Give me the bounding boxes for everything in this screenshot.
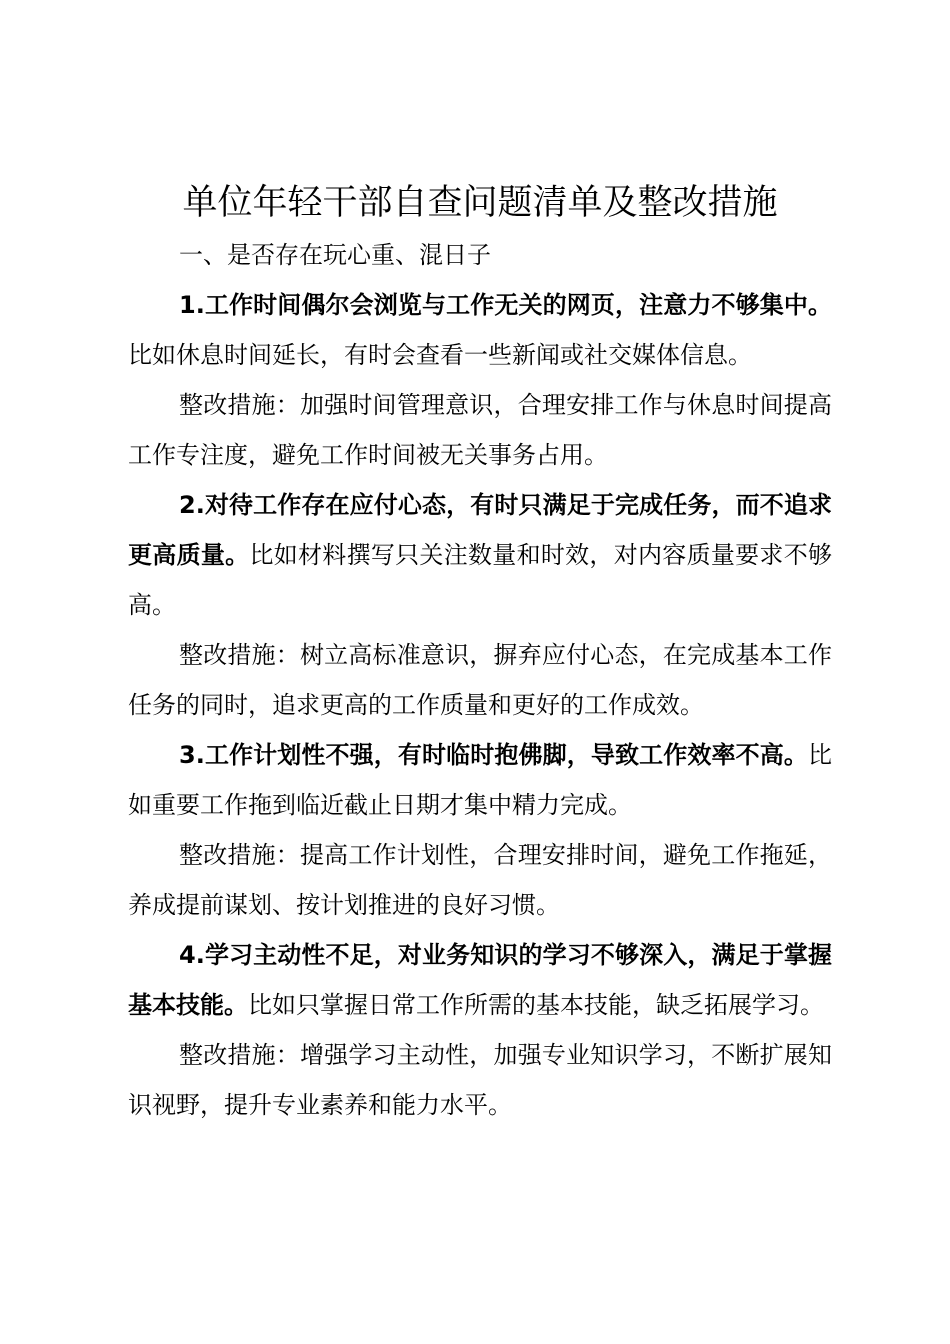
problem-title-1: 1.工作时间偶尔会浏览与工作无关的网页，注意力不够集中。 [179,291,832,319]
problem-item-1 [128,280,832,380]
problem-item-3 [128,730,832,830]
document-title: 单位年轻干部自查问题清单及整改措施 [182,183,778,223]
section-heading: 一、是否存在玩心重、混日子 [179,241,491,269]
measure-item-4: 整改措施：增强学习主动性，加强专业知识学习，不断扩展知识视野，提升专业素养和能力水平。 [128,1041,832,1119]
measure-item-2: 整改措施：树立高标准意识，摒弃应付心态，在完成基本工作任务的同时，追求更高的工作质量和更好的工作成效。 [128,641,832,719]
problem-detail-1: 比如休息时间延长，有时会查看一些新闻或社交媒体信息。 [128,341,752,369]
measure-item-1: 整改措施：加强时间管理意识，合理安排工作与休息时间提高工作专注度，避免工作时间被无关事务占用。 [128,391,832,469]
problem-detail-3: 比如重要工作拖到临近截止日期才集中精力完成。 [128,741,832,819]
document-page [128,178,832,1130]
problem-title-2: 2.对待工作存在应付心态，有时只满足于完成任务，而不追求更高质量。 [128,491,832,569]
measure-item-3: 整改措施：提高工作计划性，合理安排时间，避免工作拖延，养成提前谋划、按计划推进的良好习惯。 [128,841,832,919]
problem-item-4 [128,930,832,1030]
problem-title-4: 4.学习主动性不足，对业务知识的学习不够深入，满足于掌握基本技能。 [128,941,832,1019]
problem-detail-2: 比如材料撰写只关注数量和时效，对内容质量要求不够高。 [128,541,833,619]
problem-item-2 [128,480,832,630]
problem-title-3: 3.工作计划性不强，有时临时抱佛脚，导致工作效率不高。 [179,741,808,769]
problem-detail-4: 比如只掌握日常工作所需的基本技能，缺乏拓展学习。 [248,991,824,1019]
